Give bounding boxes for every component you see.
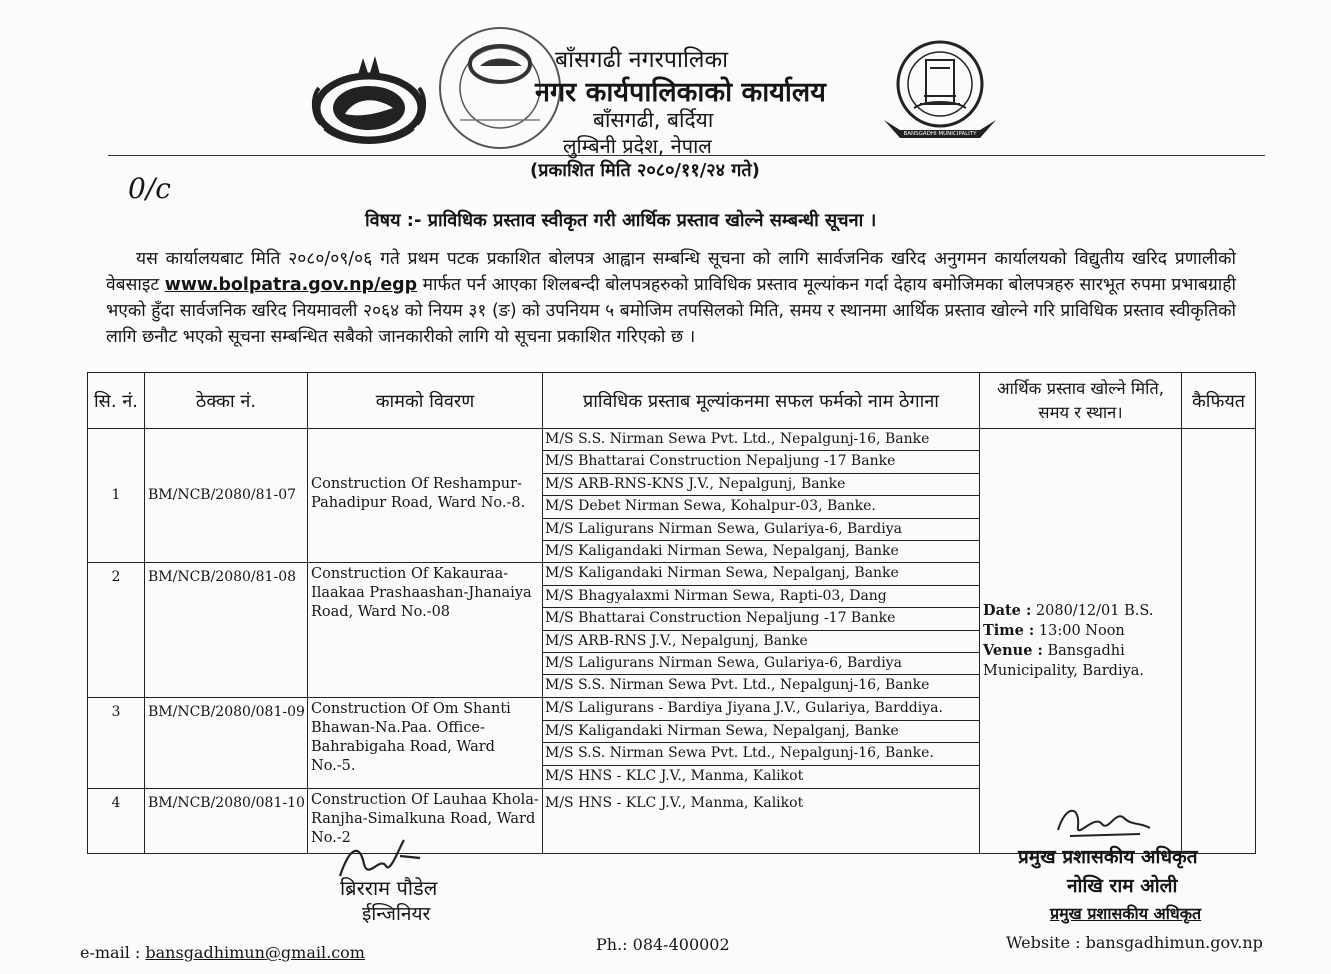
email-label: e-mail : xyxy=(80,943,141,962)
firm-item: M/S ARB-RNS-KNS J.V., Nepalgunj, Banke xyxy=(543,474,979,496)
firm-item: M/S HNS - KLC J.V., Manma, Kalikot xyxy=(545,767,804,784)
row-work: Construction Of Kakauraa-Ilaakaa Prashaashan-Jhanaiya Road, Ward No.-08 xyxy=(308,563,543,698)
firm-item: M/S Bhagyalaxmi Nirman Sewa, Rapti-03, Dang xyxy=(543,586,979,608)
notice-body xyxy=(106,246,1236,350)
row-firms xyxy=(543,429,980,563)
cao-title-stamp: प्रमुख प्रशासकीय अधिकृत xyxy=(1050,904,1202,923)
engineer-name: ब्रिरराम पौडेल xyxy=(340,876,438,900)
firm-item: M/S Laligurans - Bardiya Jiyana J.V., Gulariya, Barddiya. xyxy=(543,698,979,720)
remarks-cell xyxy=(1182,429,1256,854)
footer-website[interactable]: Website : bansgadhimun.gov.np xyxy=(1006,933,1263,952)
egp-website-link[interactable]: www.bolpatra.gov.np/egp xyxy=(164,275,418,295)
row-contract: BM/NCB/2080/081-09 xyxy=(145,698,308,789)
cao-title: प्रमुख प्रशासकीय अधिकृत xyxy=(1018,846,1198,868)
header-sn: सि. नं. xyxy=(88,373,145,429)
firm-item: M/S S.S. Nirman Sewa Pvt. Ltd., Nepalgunj-16, Banke xyxy=(545,677,930,694)
table-row xyxy=(88,429,1256,563)
row-work: Construction Of Reshampur-Pahadipur Road, Ward No.-8. xyxy=(308,429,543,563)
firm-item: M/S S.S. Nirman Sewa Pvt. Ltd., Nepalgunj-16, Banke xyxy=(543,429,979,451)
opening-date: Date : 2080/12/01 B.S. xyxy=(983,602,1154,620)
header-remarks: कैफियत xyxy=(1182,373,1256,429)
row-contract: BM/NCB/2080/81-07 xyxy=(145,429,308,563)
office-province: लुम्बिनी प्रदेश, नेपाल xyxy=(563,134,712,158)
row-sn: 1 xyxy=(88,429,145,563)
header-firms: प्राविधिक प्रस्ताब मूल्यांकनमा सफल फर्मको नाम ठेगाना xyxy=(543,373,980,429)
firm-item: M/S Laligurans Nirman Sewa, Gulariya-6, Bardiya xyxy=(543,653,979,675)
bid-results-table xyxy=(87,372,1256,854)
firm-item: M/S Bhattarai Construction Nepaljung -17 Banke xyxy=(543,608,979,630)
firm-item: M/S ARB-RNS J.V., Nepalgunj, Banke xyxy=(543,631,979,653)
row-contract: BM/NCB/2080/081-10 xyxy=(145,789,308,854)
firm-item: M/S S.S. Nirman Sewa Pvt. Ltd., Nepalgunj-16, Banke. xyxy=(543,743,979,765)
firm-item: M/S Laligurans Nirman Sewa, Gulariya-6, Bardiya xyxy=(543,519,979,541)
row-sn: 2 xyxy=(88,563,145,698)
logo-text: BANSGADHI MUNICIPALITY xyxy=(903,131,977,137)
table-header-row xyxy=(88,373,1256,429)
row-firms xyxy=(543,789,980,854)
row-work: Construction Of Om Shanti Bhawan-Na.Paa. Office-Bahrabigaha Road, Ward No.-5. xyxy=(308,698,543,789)
row-firms xyxy=(543,563,980,698)
header-work: कामको विवरण xyxy=(308,373,543,429)
row-firms xyxy=(543,698,980,789)
firm-item: M/S Bhattarai Construction Nepaljung -17 Banke xyxy=(543,451,979,473)
opening-time: Time : 13:00 Noon xyxy=(983,622,1125,640)
handwritten-mark: 0/c xyxy=(128,172,171,205)
email-link[interactable]: bansgadhimun@gmail.com xyxy=(145,943,365,962)
firm-item: M/S Kaligandaki Nirman Sewa, Nepalganj, Banke xyxy=(543,721,979,743)
firm-item: M/S Kaligandaki Nirman Sewa, Nepalganj, Banke xyxy=(545,542,899,559)
footer-phone: Ph.: 084-400002 xyxy=(596,935,730,954)
header-contract: ठेक्का नं. xyxy=(145,373,308,429)
cao-name: नोखि राम ओली xyxy=(1067,875,1178,897)
firm-item: M/S HNS - KLC J.V., Manma, Kalikot xyxy=(545,795,804,812)
firm-item: M/S Debet Nirman Sewa, Kohalpur-03, Banke. xyxy=(543,496,979,518)
header-opening: आर्थिक प्रस्ताव खोल्ने मिति, समय र स्थान। xyxy=(980,373,1182,429)
engineer-title: ईन्जिनियर xyxy=(362,903,431,925)
opening-venue: Venue : Bansgadhi Municipality, Bardiya. xyxy=(983,642,1145,680)
row-sn: 3 xyxy=(88,698,145,789)
notice-body-part2: मार्फत पर्न आएका शिलबन्दी बोलपत्रहरुको प्राविधिक प्रस्ताव मूल्यांकन गर्दा देहाय बमोजिमका बोलपत्रहरु सारभूत रुपमा प्रभाबग्राही भएको हुँदा सार्वजनिक खरिद नियमावली २०६४ को नियम ३१ (ङ) को उपनियम ५ बमोजिम तपसिलको मिति, समय र स्थानमा आर्थिक प्रस्ताव खोल्ने गरि प्राविधिक प्रस्ताव स्वीकृतिको लागि छनौट भएको सूचना सम्बन्धित सबैको जानकारीको लागि यो सूचना प्रकाशित गरिएको छ । xyxy=(106,275,1237,347)
header-divider xyxy=(108,155,1265,156)
notice-subject: विषय :- प्राविधिक प्रस्ताव स्वीकृत गरी आर्थिक प्रस्ताव खोल्ने सम्बन्धी सूचना । xyxy=(365,210,877,231)
cao-signature-icon xyxy=(1050,800,1160,848)
office-location: बाँसगढी, बर्दिया xyxy=(593,108,714,132)
footer-email xyxy=(80,943,365,962)
office-name: नगर कार्यपालिकाको कार्यालय xyxy=(535,77,826,108)
notice-body-part1: यस कार्यालयबाट मिति २०८०/०९/०६ गते प्रथम पटक प्रकाशित बोलपत्र आह्वान सम्बन्धि सूचना को लागि सार्वजनिक खरिद अनुगमन कार्यालयको विद्युतीय खरिद प्रणालीको वेबसाइट xyxy=(106,249,1236,295)
published-date: (प्रकाशित मिति २०८०/११/२४ गते) xyxy=(530,160,760,181)
opening-details xyxy=(980,429,1182,854)
bansgadhi-municipality-logo-icon xyxy=(880,38,1000,142)
row-sn: 4 xyxy=(88,789,145,854)
municipality-name: बाँसगढी नगरपालिका xyxy=(555,47,729,73)
row-contract: BM/NCB/2080/81-08 xyxy=(145,563,308,698)
row-work: Construction Of Lauhaa Khola-Ranjha-Simalkuna Road, Ward No.-2 xyxy=(308,789,543,854)
nepal-emblem-icon xyxy=(305,38,433,150)
firm-item: M/S Kaligandaki Nirman Sewa, Nepalganj, Banke xyxy=(543,563,979,585)
